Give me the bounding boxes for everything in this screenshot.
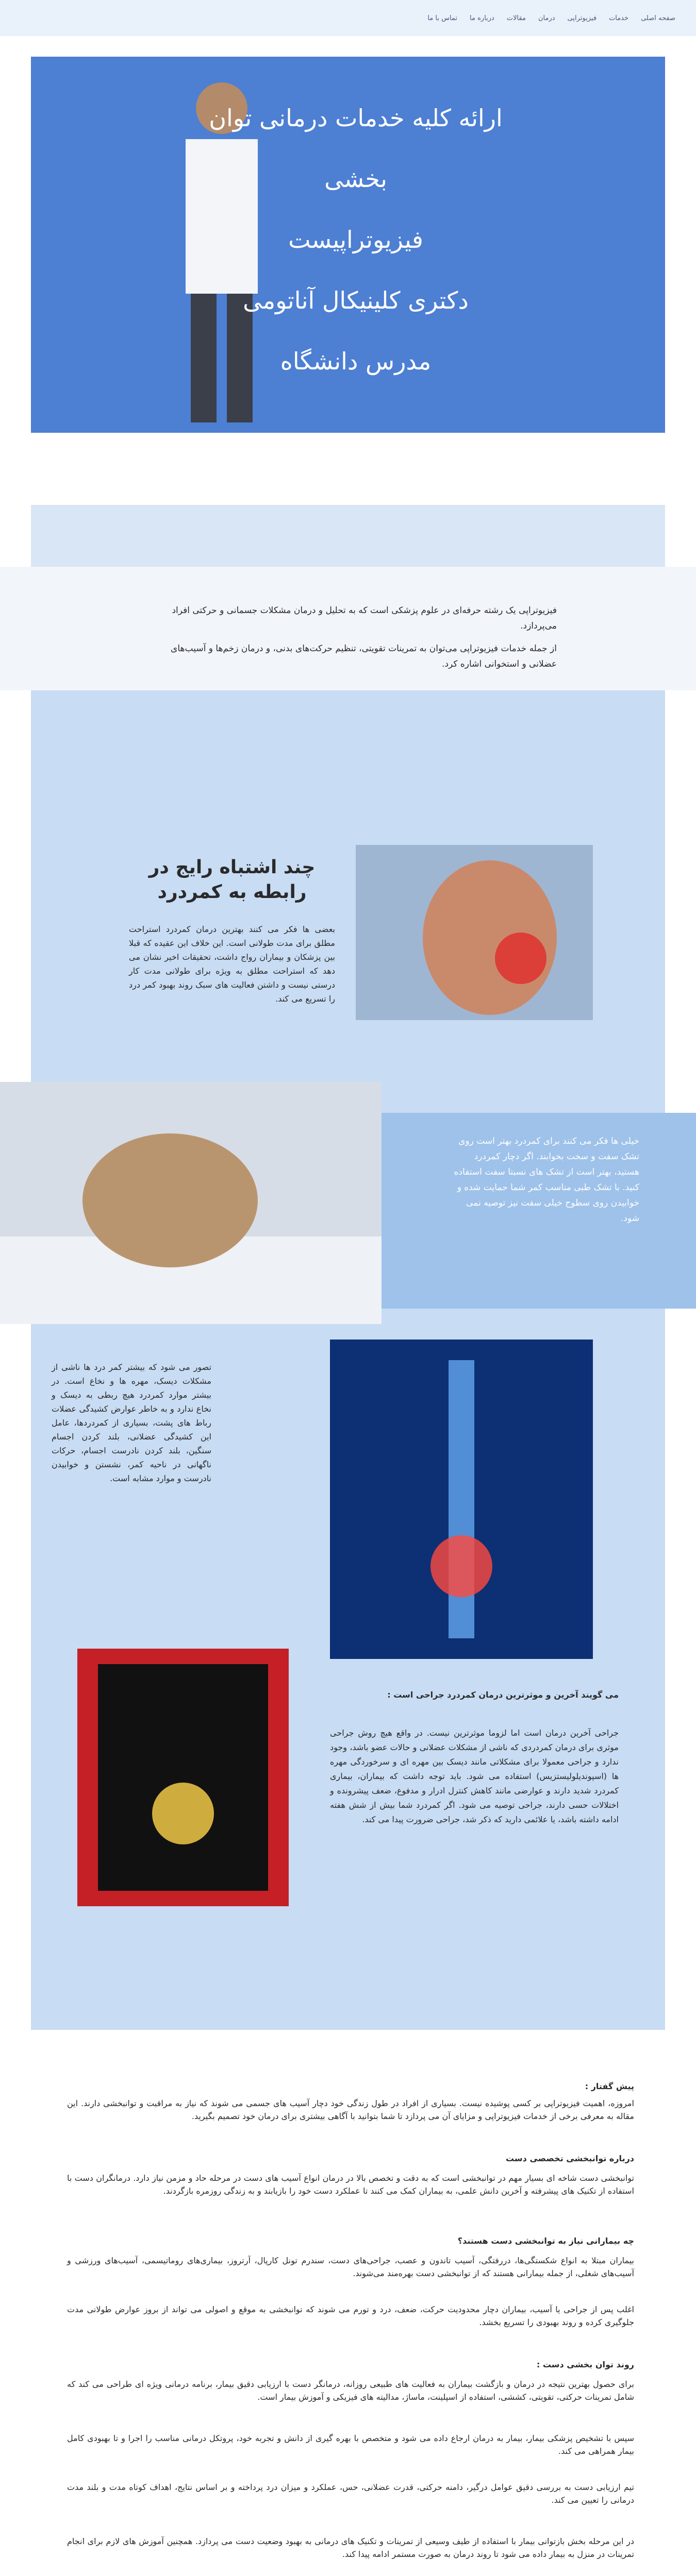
article-heading-method: روند توان بخشی دست : xyxy=(536,2360,634,2369)
spine-pain-illustration xyxy=(77,1649,289,1906)
nav-item-articles[interactable]: مقالات xyxy=(506,14,526,22)
spine-illustration xyxy=(330,1340,593,1659)
intro-paragraph-2: از جمله خدمات فیزیوتراپی می‌توان به تمرینات تقویتی، تنظیم حرکت‌های بدنی، و درمان زخم‌ها و آسیب‌های عضلانی و استخوانی اشاره کرد. xyxy=(171,643,557,669)
article-heading-who: چه بیمارانی نیاز به توانبخشی دست هستند؟ xyxy=(457,2236,634,2246)
man-in-bed-image xyxy=(0,1082,382,1324)
article-paragraph-intro: امروزه، اهمیت فیزیوتراپی بر کسی پوشیده نیست. بسیاری از افراد در طول زندگی خود دچار آسیب های جسمی می شوند که نیاز به مراقبت و توانبخشی دارند. این مقاله به معرفی برخی از خدمات فیزیوتراپی و مزایای آن می پردازد تا شما بتوانید با آگاهی بیشتری برای درمان خود تصمیم بگیرید. xyxy=(67,2098,634,2121)
section-mistakes-title: چند اشتباه رایج در رابطه به کمردرد xyxy=(148,857,316,903)
back-pain-image xyxy=(356,845,593,1020)
main-nav xyxy=(0,0,696,36)
article-paragraph-specialty: توانبخشی دست شاخه ای بسیار مهم در توانبخشی است که به دقت و تخصص بالا در درمان انواع آسیب های دست در مرحله حاد و مزمن نیاز دارد. درمانگران دست با استفاده از تکنیک های پیشرفته و آخرین دانش علمی، به بیماران کمک می کنند تا عملکرد دست خود را بازیابند و به زندگی روزمره بازگردند. xyxy=(67,2173,634,2196)
section-surgery-title: می گویند آخرین و موثرترین درمان کمردرد جراحی است : xyxy=(387,1690,619,1700)
back-pain-illustration xyxy=(356,845,593,1020)
nav-item-home[interactable]: صفحه اصلی xyxy=(641,14,675,22)
nav-item-contact[interactable]: تماس با ما xyxy=(427,14,458,22)
section-disc-body: تصور می شود که بیشتر کمر درد ها ناشی از مشکلات دیسک، مهره ها و نخاع است. در بیشتر موارد کمردرد هیچ ربطی به دیسک و نخاع ندارد و به خاطر عوارض کشیدگی عضلات رباط های پشت، بسیاری از کمردردها، عامل این کشیدگی عضلانی، بلند کردن اجسام سنگین، بلند کردن نادرست اجسام، حرکات ناگهانی در ناحیه کمر، نشستن و خوابیدن نادرست و موارد مشابه است. xyxy=(52,1362,211,1483)
article-paragraph-when: اغلب پس از جراحی یا آسیب، بیماران دچار محدودیت حرکت، ضعف، درد و تورم می شوند که توانبخشی به موقع و اصولی می تواند از بروز عوارض طولانی مدت جلوگیری کرده و روند بهبودی را تسریع بخشد. xyxy=(67,2304,634,2327)
article-paragraph-who: بیماران مبتلا به انواع شکستگی‌ها، دررفتگی، آسیب تاندون و عصب، جراحی‌های دست، سندرم تونل کارپال، آرتروز، بیماری‌های روماتیسمی، آسیب‌های ورزشی و آسیب‌های شغلی، از جمله بیمارانی هستند که از توانبخشی دست بهره‌مند می‌شوند. xyxy=(67,2256,634,2278)
hero-line-4: مدرس دانشگاه xyxy=(280,347,432,375)
intro-text xyxy=(144,603,557,672)
hero-line-1: ارائه کلیه خدمات درمانی توان بخشی xyxy=(209,104,503,193)
divider-band xyxy=(31,505,665,567)
nav-item-physio[interactable]: فیزیوتراپی xyxy=(567,14,597,22)
section-surgery-body: جراحی آخرین درمان است اما لزوما موثرترین نیست. در واقع هیچ روش جراحی موثری برای درمان کمردردی که ناشی از مشکلات عضلانی و حالات عضو باشد، وجود ندارد و جراحی معمولا برای مشکلاتی مانند دیسک بین مهره ای و سرخوردگی مهره ها (اسپوندیلولیستزیس) استفاده می شود. باید توجه داشت که بیماران، بیماری کمردرد شدید دارند و عوارضی مانند کاهش کنترل ادرار و مدفوع، ضعف پیشرونده و اختلالات حسی دارند، جراحی توصیه می شود. اگر کمردرد شما بیش از شش هفته ادامه داشته باشد، یا علائمی دارید که ذکر شد، جراحی ضرورت پیدا می کند. xyxy=(330,1728,619,1824)
hero-line-3: دکتری کلینیکال آناتومی xyxy=(243,286,469,314)
article-paragraph-method-2: سپس با تشخیص پزشکی بیمار، بیمار به درمان ارجاع داده می شود و متخصص با بهره گیری از دانش و تجربه خود، پروتکل درمانی مناسب را اجرا و تا بهبودی کامل بیمار همراهی می کند. xyxy=(67,2433,634,2456)
intro-paragraph-1: فیزیوتراپی یک رشته حرفه‌ای در علوم پزشکی است که به تحلیل و درمان مشکلات جسمانی و حرکتی افراد می‌پردازد. xyxy=(172,605,557,631)
man-in-bed-illustration xyxy=(0,1082,382,1324)
article-paragraph-method-1: برای حصول بهترین نتیجه در درمان و بازگشت بیماران به فعالیت های طبیعی روزانه، درمانگر دست با ارزیابی دقیق بیمار، برنامه درمانی ویژه ای طراحی می کند که شامل تمرینات حرکتی، تقویتی، کششی، استفاده از اسپلینت، ماساژ، مدالیته های فیزیکی و آموزش بیمار است. xyxy=(67,2379,634,2402)
nav-item-treatment[interactable]: درمان xyxy=(538,14,555,22)
article-paragraph-method-4: در این مرحله بخش بازتوانی بیمار با استفاده از طیف وسیعی از تمرینات و تکنیک های درمانی به بهبود وضعیت دست می پردازد. همچنین آموزش های لازم برای انجام تمرینات در منزل به بیمار داده می شود تا روند درمان به صورت مستمر ادامه پیدا کند. xyxy=(67,2536,634,2559)
spine-xray-image xyxy=(330,1340,593,1659)
nav-item-about[interactable]: درباره ما xyxy=(470,14,494,22)
spine-pain-image xyxy=(77,1649,289,1906)
article-paragraph-method-3: تیم ارزیابی دست به بررسی دقیق عوامل درگیر، دامنه حرکتی، قدرت عضلانی، حس، عملکرد و میزان درد پرداخته و بر اساس نتایج، اهداف کوتاه مدت و بلند مدت درمانی را تعیین می کند. xyxy=(67,2482,634,2505)
article-heading-specialty: درباره توانبخشی تخصصی دست xyxy=(505,2154,634,2163)
section-mistakes-body: بعضی ها فکر می کنند بهترین درمان کمردرد استراحت مطلق برای مدت طولانی است. این خلاف این عقیده که قبلا بین پزشکان و بیماران رواج داشت، تحقیقات اخیر نشان می دهد که استراحت مطلق به ویژه برای طولانی مدت کار درستی نیست و داشتن فعالیت های سبک روند بهبود کمر درد را تسریع می کند. xyxy=(129,924,335,1004)
hero-line-2: فیزیوتراپیست xyxy=(288,226,423,253)
quote-text: خیلی ها فکر می کنند برای کمردرد بهتر است روی تشک سفت و سخت بخوابند. اگر دچار کمردرد هستید، بهتر است از تشک های نسبتا سفت استفاده کنید. با تشک طبی مناسب کمر شما حمایت شده و خوابیدن روی سطوح خیلی سفت نیز توصیه نمی شود. xyxy=(454,1136,639,1224)
hero-banner xyxy=(31,57,665,433)
article-heading-intro: پیش گفتار : xyxy=(585,2081,634,2091)
hero-title xyxy=(201,88,510,392)
header-bar xyxy=(0,0,696,36)
nav-item-services[interactable]: خدمات xyxy=(609,14,629,22)
